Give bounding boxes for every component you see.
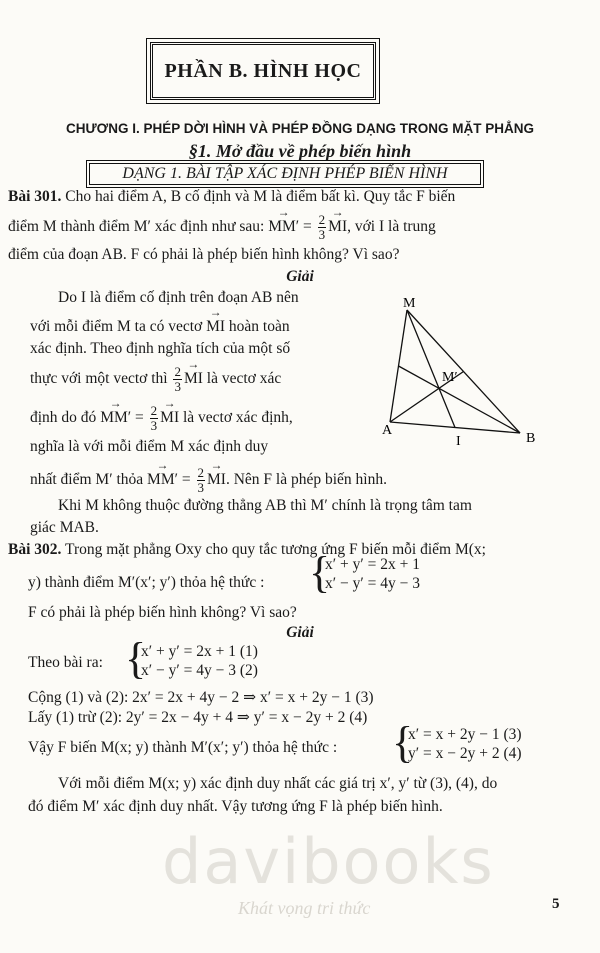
bai301-line3: điểm của đoạn AB. F có phải là phép biến hình không? Vì sao? xyxy=(8,246,400,263)
bai301-sol9: giác MAB. xyxy=(30,519,99,536)
vector-mi: → MI xyxy=(184,370,203,388)
bai301-line2 xyxy=(8,213,436,242)
bai302-c3: Vậy F biến M(x; y) thành M′(x′; y′) thỏa hệ thức : xyxy=(28,739,338,756)
bai302-line2: y) thành điểm M′(x′; y′) thỏa hệ thức : xyxy=(28,574,265,591)
vector-mi: → MI xyxy=(207,471,226,489)
theo-bai-ra: Theo bài ra: xyxy=(28,654,103,671)
system-brace: { xyxy=(309,548,331,597)
bai301-sol1: Do I là điểm cố định trên đoạn AB nên xyxy=(58,289,299,306)
fraction: $\frac{2}{3}$ xyxy=(318,212,326,242)
fraction: $\frac{2}{3}$ xyxy=(174,364,181,394)
giai-heading: Giải xyxy=(286,624,314,641)
bai302-line1: Bài 302. Trong mặt phẳng Oxy cho quy tắc tương ứng F biến mỗi điểm M(x; xyxy=(8,541,486,558)
point-label-a: A xyxy=(382,423,393,438)
bai301-text2b: , với I là trung xyxy=(347,218,436,236)
part-title: PHẦN B. HÌNH HỌC xyxy=(150,42,376,100)
fraction: $\frac{2}{3}$ xyxy=(197,465,205,495)
page-number: 5 xyxy=(552,896,560,912)
vector-mm: → MM′ xyxy=(100,409,131,427)
bai302-label: Bài 302. xyxy=(8,541,62,558)
chapter-title: CHƯƠNG I. PHÉP DỜI HÌNH VÀ PHÉP ĐỒNG DẠNG TRONG MẶT PHẲNG xyxy=(65,121,535,136)
bai302-c2: Lấy (1) trừ (2): 2y′ = 2x − 4y + 4 ⇒ y′ = x − 2y + 2 (4) xyxy=(28,709,368,726)
bai301-sol6: nghĩa là với mỗi điểm M xác định duy xyxy=(30,438,269,455)
vector-mi: → MI xyxy=(328,218,347,236)
vector-mm: → MM′ xyxy=(268,218,299,236)
point-label-b: B xyxy=(526,431,536,446)
system-c: x′ = x + 2y − 1 (3) y′ = x − 2y + 2 (4) xyxy=(408,726,522,762)
bai301-line1 xyxy=(8,188,455,206)
bai302-c4: Với mỗi điểm M(x; y) xác định duy nhất các giá trị x′, y′ từ (3), (4), do xyxy=(58,775,498,792)
bai301-text1: Cho hai điểm A, B cố định và M là điểm bất kì. Quy tắc F biến xyxy=(65,188,456,205)
fraction: $\frac{2}{3}$ xyxy=(150,403,158,433)
equals-sign: = xyxy=(303,218,312,236)
bai301-sol2: với mỗi điểm M ta có vectơ → MI hoàn toàn xyxy=(30,318,290,336)
bai302-line3: F có phải là phép biến hình không? Vì sao? xyxy=(28,604,297,621)
bai301-sol7: nhất điểm M′ thỏa → MM′ = $\frac{2}{3}$ → MI. Nên F là phép biến hình. xyxy=(30,466,387,495)
watermark-brand: davibooks xyxy=(162,825,495,898)
point-label-i: I xyxy=(456,434,461,449)
point-label-mprime: M′ xyxy=(442,370,458,385)
vector-mi: → MI xyxy=(160,409,179,427)
vector-mm: → MM′ xyxy=(147,471,178,489)
type-title: DẠNG 1. BÀI TẬP XÁC ĐỊNH PHÉP BIẾN HÌNH xyxy=(89,163,481,185)
bai301-text2a: điểm M thành điểm M′ xác định như sau: xyxy=(8,218,265,236)
vector-mi: → MI xyxy=(206,318,225,336)
giai-heading: Giải xyxy=(286,268,314,285)
bai301-label: Bài 301. xyxy=(8,188,62,205)
bai302-c1: Cộng (1) và (2): 2x′ = 2x + 4y − 2 ⇒ x′ = x + 2y − 1 (3) xyxy=(28,689,374,706)
system-b: x′ + y′ = 2x + 1 (1) x′ − y′ = 4y − 3 (2) xyxy=(141,643,258,679)
bai301-sol3: xác định. Theo định nghĩa tích của một số xyxy=(30,340,291,357)
system-brace: { xyxy=(125,634,147,683)
point-label-m: M xyxy=(403,296,416,311)
system-a: x′ + y′ = 2x + 1 x′ − y′ = 4y − 3 xyxy=(325,556,421,592)
triangle-figure xyxy=(370,288,550,458)
bai301-sol4: thực với một vectơ thì $\frac{2}{3}$ → MI là vectơ xác xyxy=(30,365,281,394)
system-brace: { xyxy=(392,718,414,767)
bai301-sol5: định do đó → MM′ = $\frac{2}{3}$ → MI là vectơ xác định, xyxy=(30,404,293,433)
bai302-c5: đó điểm M′ xác định duy nhất. Vậy tương ứng F là phép biến hình. xyxy=(28,798,443,815)
watermark-slogan: Khát vọng tri thức xyxy=(238,898,371,918)
bai301-sol8: Khi M không thuộc đường thẳng AB thì M′ chính là trọng tâm tam xyxy=(58,497,472,514)
section-title: §1. Mở đầu về phép biến hình xyxy=(188,141,412,161)
